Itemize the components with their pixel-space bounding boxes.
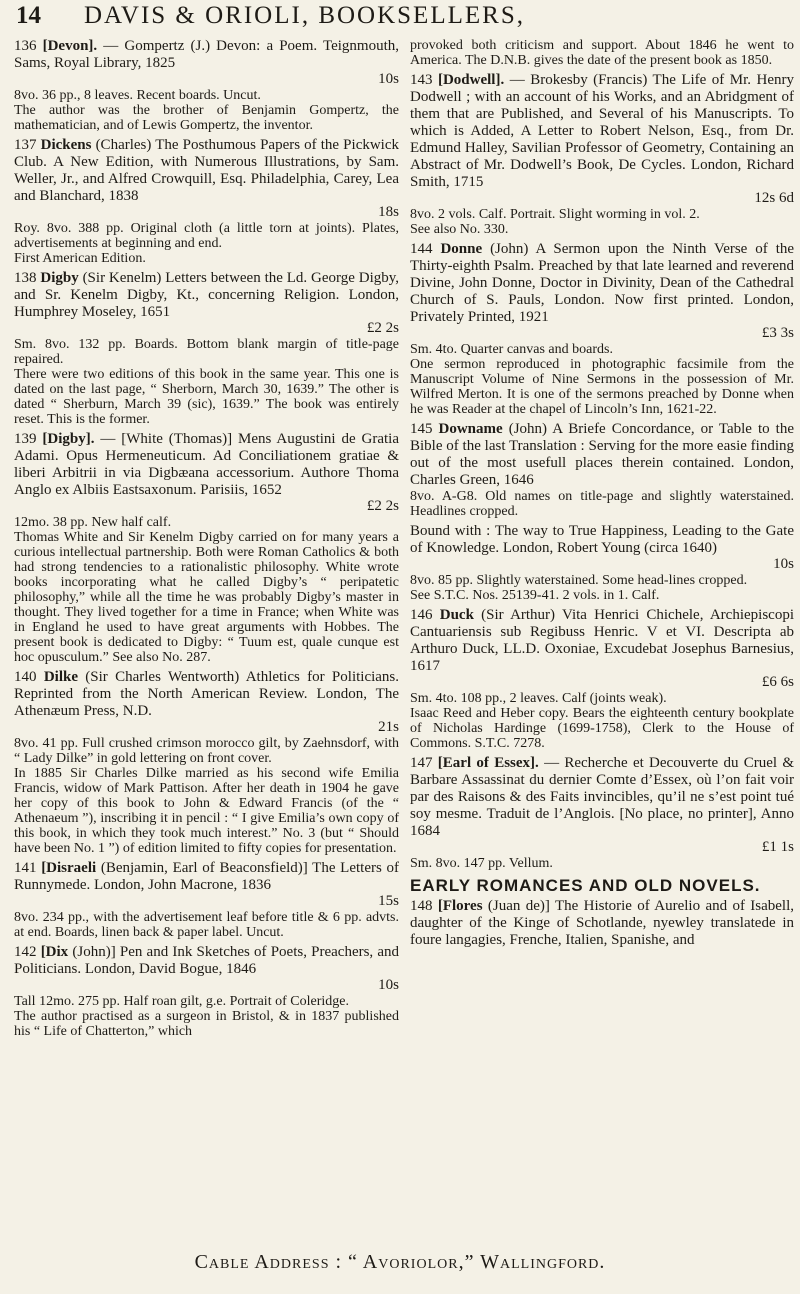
entry-number: 141 xyxy=(14,860,37,876)
entry-title: — Brokesby (Francis) The Life of Mr. Henry Dodwell ; with an account of his Works, and an Abridgment of them that are Published, and Several of his Manuscripts. To which is Added, A Letter to Robert Nelson, Esq., from Dr. Edmund Halley, Savilian Professor of Geometry, Containing an Abstract of Mr. Dodwell’s Book, De Cycles. London, Richard Smith, 1715 xyxy=(410,72,794,190)
page-number: 14 xyxy=(16,2,41,29)
entry-title: (John)] Pen and Ink Sketches of Poets, Preachers, and Politicians. London, David Bogue, 1846 xyxy=(14,944,400,977)
entry-note: See also No. 330. xyxy=(410,222,509,237)
entry-title: Bound with : The way to True Happiness, Leading to the Gate of Knowledge. London, Robert Young (circa 1640) xyxy=(410,523,794,556)
entry-price: £2 2s xyxy=(366,320,399,336)
entry-note: First American Edition. xyxy=(14,251,146,266)
entry-title: (Sir Charles Wentworth) Athletics for Politicians. Reprinted from the North American Review. London, The Athenæum Press, N.D. xyxy=(14,669,400,719)
entry-description: 8vo. 85 pp. Slightly waterstained. Some head-lines cropped. xyxy=(410,573,748,588)
entry-price: 10s xyxy=(773,556,794,572)
entry-title: (Charles) The Posthumous Papers of the Pickwick Club. A New Edition, with Numerous Illustrations, by Sam. Weller, Jr., and Alfred Crowquill, Esq. Philadelphia, Carey, Lea and Blanchard, 1838 xyxy=(14,137,400,204)
entry-note: One sermon reproduced in photographic facsimile from the Manuscript Volume of Nine Sermons in the possession of Mr. Wilfred Merton. It is one of the sermons preached by Donne when he was Reader at the chapel of Lincoln’s Inn, 1621-22. xyxy=(410,357,794,417)
left-column xyxy=(14,38,399,1043)
entry-heading: Dilke xyxy=(43,669,78,685)
entry-description: 8vo. 36 pp., 8 leaves. Recent boards. Uncut. xyxy=(14,88,261,103)
entry-heading: Dickens xyxy=(40,137,92,153)
entry-description: Sm. 8vo. 132 pp. Boards. Bottom blank margin of title-page repaired. xyxy=(14,337,399,367)
entry-number: 144 xyxy=(410,241,433,257)
entry-note: The author was the brother of Benjamin Gompertz, the mathematician, and of Lewis Gompertz, the inventor. xyxy=(14,103,399,133)
catalogue-entry xyxy=(410,523,794,603)
right-column-entries xyxy=(410,38,794,871)
entry-price: £2 2s xyxy=(366,498,399,514)
catalogue-entry xyxy=(410,898,794,949)
entry-number: 145 xyxy=(410,421,433,437)
catalogue-entry xyxy=(410,241,794,417)
entry-price: 18s xyxy=(378,204,399,220)
entry-number: 140 xyxy=(14,669,37,685)
entry-price: 10s xyxy=(378,71,399,87)
entry-heading: Duck xyxy=(439,607,474,623)
entry-note: The author practised as a surgeon in Bristol, & in 1837 published his “ Life of Chatterton,” which xyxy=(14,1009,399,1039)
entry-note: provoked both criticism and support. About 1846 he went to America. The D.N.B. gives the date of the present book as 1850. xyxy=(410,38,794,68)
entry-number: 143 xyxy=(410,72,433,88)
entry-number: 142 xyxy=(14,944,37,960)
catalogue-entry xyxy=(410,607,794,751)
entry-note: In 1885 Sir Charles Dilke married as his second wife Emilia Francis, widow of Mark Pattison. After her death in 1904 he gave her copy of this book to John & Edward Francis (of the “ Athenaeum ”), inscribing it in pencil : “ I give Emilia’s own copy of this book, in which they took much interest.” No. 3 (but “ Should have been No. 1 ”) of edition limited to fifty copies for presentation. xyxy=(14,766,399,856)
catalogue-entry xyxy=(14,431,399,665)
entry-heading: [Dodwell]. xyxy=(437,72,505,88)
entry-description: 8vo. 2 vols. Calf. Portrait. Slight worming in vol. 2. xyxy=(410,207,700,222)
entry-heading: Digby xyxy=(40,270,79,286)
entry-note: Isaac Reed and Heber copy. Bears the eighteenth century bookplate of Nicholas Hardinge (1699-1758), Clerk to the House of Commons. S.T.C. 7278. xyxy=(410,706,794,751)
right-column xyxy=(410,38,794,953)
entry-number: 137 xyxy=(14,137,37,153)
entry-note: There were two editions of this book in the same year. This one is dated on the last page, “ Sherborn, March 30, 1639.” The other is dated “ Sherburn, March 39 (sic), 1639.” The book was entirely reset. This is the former. xyxy=(14,367,399,427)
entry-note: Thomas White and Sir Kenelm Digby carried on for many years a curious intellectual partnership. Both were Roman Catholics & both had strong tendencies to a rationalistic philosophy. White wrote books incorporating what he called Digby’s “ peripatetic philosophy,” while all the time he was probably Digby’s master in thought. They lived together for a time in France; when White was in England he used to have great arguments with Hobbes. The present book is dedicated to Digby: “ Tuum est, quale cunque est hoc opusculum.” See also No. 287. xyxy=(14,530,399,665)
entry-description: 12mo. 38 pp. New half calf. xyxy=(14,515,172,530)
entry-title: (Sir Kenelm) Letters between the Ld. George Digby, and Sr. Kenelm Digby, Kt., concerning Religion. London, Humphrey Moseley, 1651 xyxy=(14,270,400,320)
entry-price: £1 1s xyxy=(761,839,794,855)
entry-description: Tall 12mo. 275 pp. Half roan gilt, g.e. Portrait of Coleridge. xyxy=(14,994,349,1009)
entry-description: Sm. 8vo. 147 pp. Vellum. xyxy=(410,856,553,871)
entry-heading: [Digby]. xyxy=(42,431,95,447)
entry-title: (Sir Arthur) Vita Henrici Chichele, Archiepiscopi Cantuariensis sub Regibuss Henric. V et VI. Descripta ab Arthuro Duck, LL.D. Oxoniae, Excudebat Josephus Barnesius, 1617 xyxy=(410,607,794,674)
entry-heading: [Devon]. xyxy=(42,38,98,54)
entry-number: 136 xyxy=(14,38,37,54)
entry-heading: [Disraeli xyxy=(41,860,97,876)
catalogue-entry xyxy=(14,137,399,266)
section-heading: EARLY ROMANCES AND OLD NOVELS. xyxy=(410,876,761,895)
entry-price: £6 6s xyxy=(761,674,794,690)
catalogue-entry xyxy=(14,38,399,133)
entry-title: — Recherche et Decouverte du Cruel & Barbare Assassinat du dernier Comte d’Essex, où l’on fait voir par des Raisons & des Faits invincibles, qu’il ne s’est point tué soy mesme. Traduit de l’Anglois. [No place, no printer], Anno 1684 xyxy=(410,755,795,839)
entry-price: 15s xyxy=(378,893,399,909)
entry-description: 8vo. A-G8. Old names on title-page and slightly waterstained. Headlines cropped. xyxy=(410,489,794,519)
entry-number: 139 xyxy=(14,431,37,447)
entry-number: 138 xyxy=(14,270,37,286)
entry-description: 8vo. 41 pp. Full crushed crimson morocco gilt, by Zaehnsdorf, with “ Lady Dilke” in gold lettering on front cover. xyxy=(14,736,399,766)
entry-title: — [White (Thomas)] Mens Augustini de Gratia Adami. Opus Hermeneuticum. Ad Conciliationem gratiae & liberi Arbitrii in via Digbæana accessorium. Authore Thoma Anglo ex Albiis Eastsaxonum. Parisiis, 1652 xyxy=(14,431,399,498)
entry-title: — Gompertz (J.) Devon: a Poem. Teignmouth, Sams, Royal Library, 1825 xyxy=(14,38,399,71)
catalogue-entry xyxy=(14,860,399,940)
entry-heading: [Earl of Essex]. xyxy=(437,755,539,771)
entry-heading: [Dix xyxy=(40,944,69,960)
entry-description: 8vo. 234 pp., with the advertisement leaf before title & 6 pp. advts. at end. Boards, linen back & paper label. Uncut. xyxy=(14,910,399,940)
entry-heading: Downame xyxy=(438,421,503,437)
footer-cable-address: Cable Address : “ Avoriolor,” Wallingford. xyxy=(194,1251,606,1273)
entry-heading: Donne xyxy=(440,241,483,257)
entry-title: (John) A Briefe Concordance, or Table to the Bible of the last Translation : Serving for the more easie finding out of the most usefull places therein contained. London, Charles Green, 1646 xyxy=(410,421,794,488)
catalogue-entry xyxy=(410,38,794,68)
entry-price: 12s 6d xyxy=(754,190,794,206)
catalogue-entry xyxy=(410,421,794,519)
entry-title: (Benjamin, Earl of Beaconsfield)] The Letters of Runnymede. London, John Macrone, 1836 xyxy=(14,860,400,893)
entry-number: 147 xyxy=(410,755,433,771)
entry-price: 10s xyxy=(378,977,399,993)
entry-description: Sm. 4to. 108 pp., 2 leaves. Calf (joints weak). xyxy=(410,691,667,706)
entry-description: Roy. 8vo. 388 pp. Original cloth (a little torn at joints). Plates, advertisements at beginning and end. xyxy=(14,221,399,251)
catalogue-entry xyxy=(410,755,794,871)
catalogue-entry xyxy=(410,72,794,237)
entry-number: 148 xyxy=(410,898,433,914)
entry-price: 21s xyxy=(378,719,399,735)
running-header xyxy=(16,2,792,42)
catalogue-entry xyxy=(14,270,399,427)
right-column-entries-after-section xyxy=(410,898,794,949)
entry-title: (John) A Sermon upon the Ninth Verse of the Thirty-eighth Psalm. Preached by that late learned and reverend Divine, John Donne, Doctor in Divinity, Dean of the Cathedral Church of S. Pauls, London. Now first printed. London, Privately Printed, 1921 xyxy=(410,241,795,325)
entry-note: See S.T.C. Nos. 25139-41. 2 vols. in 1. Calf. xyxy=(410,588,660,603)
entry-price: £3 3s xyxy=(761,325,794,341)
entry-heading: [Flores xyxy=(437,898,483,914)
entry-title: (Juan de)] The Historie of Aurelio and of Isabell, daughter of the Kinge of Schotlande, nyewley translatede in foure langagies, Frenche, Italien, Spanishe, and xyxy=(410,898,795,948)
entry-description: Sm. 4to. Quarter canvas and boards. xyxy=(410,342,613,357)
running-head: DAVIS & ORIOLI, BOOKSELLERS, xyxy=(84,2,525,29)
catalogue-entry xyxy=(14,944,399,1039)
catalogue-entry xyxy=(14,669,399,856)
entry-number: 146 xyxy=(410,607,433,623)
